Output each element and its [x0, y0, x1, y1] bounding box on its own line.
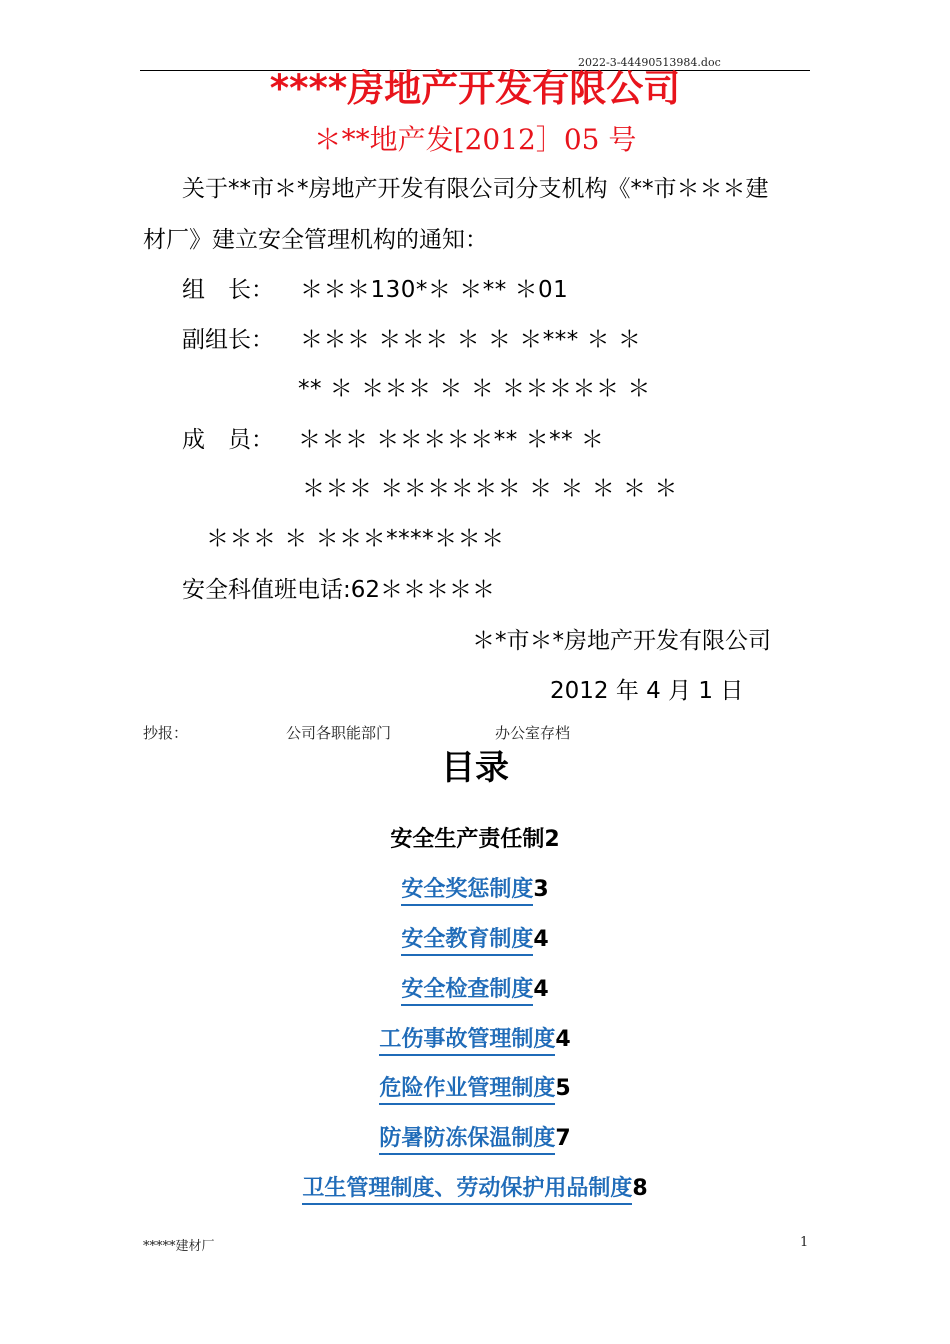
notice-title-line2: 材厂》建立安全管理机构的通知： [143, 227, 488, 253]
deputy-line-1: ＊＊＊ ＊＊＊ ＊ ＊ ＊*** ＊ ＊ [300, 327, 642, 353]
toc-item-page: 4 [555, 1027, 571, 1052]
toc-item[interactable] [0, 1171, 950, 1202]
toc-item[interactable] [0, 972, 950, 1003]
toc-item-page: 7 [555, 1126, 571, 1151]
document-number: ＊**地产发[2012］05 号 [313, 123, 637, 156]
members-line-2: ＊＊＊ ＊＊＊＊＊＊ ＊ ＊ ＊ ＊ ＊ [302, 476, 678, 502]
notice-date: 2012 年 4 月 1 日 [550, 678, 744, 704]
toc-link-hazardous-work[interactable]: 危险作业管理制度 [379, 1076, 555, 1105]
members-line-1: ＊＊＊ ＊＊＊＊＊** ＊** ＊ [298, 427, 605, 453]
page-number: 1 [800, 1235, 809, 1250]
toc-item-page: 2 [544, 827, 560, 852]
signature-company: ＊*市＊*房地产开发有限公司 [472, 628, 771, 654]
members-label: 成 员： [182, 427, 274, 453]
duty-phone: 安全科值班电话:62＊＊＊＊＊ [182, 577, 496, 603]
toc-link-hygiene-protective-gear[interactable]: 卫生管理制度、劳动保护用品制度 [302, 1176, 632, 1205]
toc-link-safety-rewards[interactable]: 安全奖惩制度 [401, 877, 533, 906]
toc-item-page: 4 [533, 927, 549, 952]
document-filename: 2022-3-44490513984.doc [578, 56, 721, 69]
cc-recipient-departments: 公司各职能部门 [286, 724, 392, 742]
leader-value: ＊＊＊130*＊ ＊** ＊01 [300, 277, 569, 303]
deputy-label: 副组长： [182, 327, 274, 353]
toc-item [0, 822, 950, 853]
deputy-line-2: ** ＊ ＊＊＊ ＊ ＊ ＊＊＊＊＊ ＊ [298, 376, 651, 402]
company-title: ****房地产开发有限公司 [269, 67, 681, 110]
toc-item-page: 5 [555, 1076, 571, 1101]
leader-label: 组 长： [182, 277, 274, 303]
toc-item[interactable] [0, 1071, 950, 1102]
notice-title-line1: 关于**市＊*房地产开发有限公司分支机构《**市＊＊＊建 [182, 176, 769, 202]
toc-item[interactable] [0, 1121, 950, 1152]
cc-label: 抄报： [143, 724, 189, 742]
toc-link-heat-cold-protection[interactable]: 防暑防冻保温制度 [379, 1126, 555, 1155]
members-line-3: ＊＊＊ ＊ ＊＊＊****＊＊＊ [206, 526, 505, 552]
toc-item-page: 4 [533, 977, 549, 1002]
toc-item[interactable] [0, 922, 950, 953]
toc-item-page: 8 [632, 1176, 648, 1201]
footer-company: *****建材厂 [143, 1239, 215, 1254]
toc-link-injury-accident[interactable]: 工伤事故管理制度 [379, 1027, 555, 1056]
toc-item[interactable] [0, 872, 950, 903]
toc-link-safety-inspection[interactable]: 安全检查制度 [401, 977, 533, 1006]
toc-link-safety-education[interactable]: 安全教育制度 [401, 927, 533, 956]
toc-item-page: 3 [533, 877, 549, 902]
cc-recipient-office: 办公室存档 [495, 724, 571, 742]
toc-item[interactable] [0, 1022, 950, 1053]
toc-title: 目录 [441, 748, 509, 788]
toc-item-label: 安全生产责任制 [390, 827, 545, 852]
